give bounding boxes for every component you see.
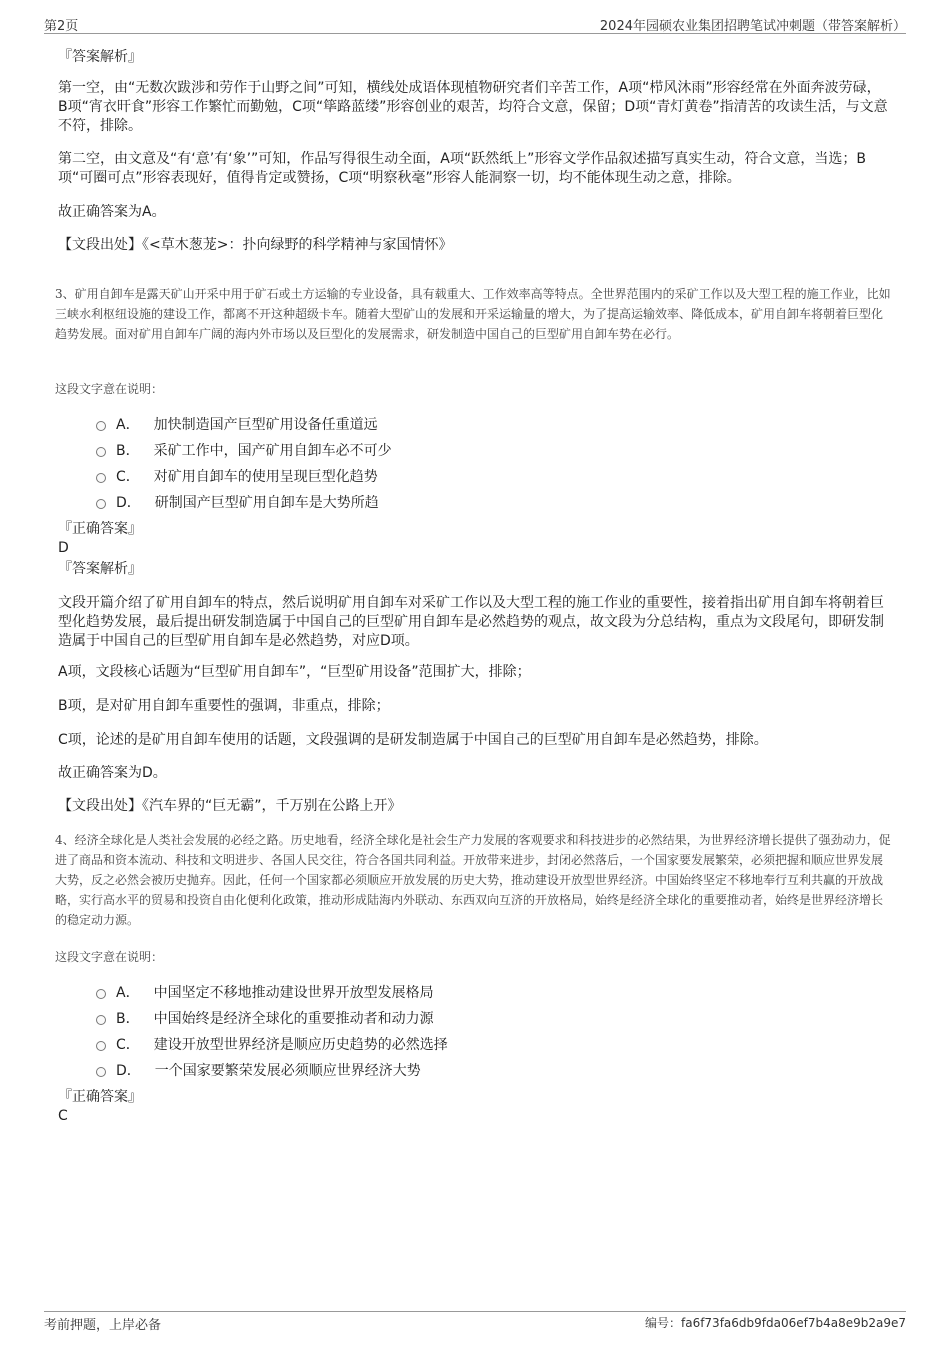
- option-letter: A．: [116, 985, 140, 1001]
- q4-answer-label: 『正确答案』: [58, 1089, 142, 1105]
- option-letter: C．: [116, 469, 140, 485]
- option-letter: D．: [116, 1063, 141, 1079]
- q3-option-b[interactable]: [96, 440, 392, 460]
- option-text: 中国坚定不移地推动建设世界开放型发展格局: [153, 985, 434, 1001]
- q2-analysis-label: 『答案解析』: [58, 49, 142, 65]
- q2-conclusion: 故正确答案为A。: [58, 204, 166, 220]
- q3-passage: 3、矿用自卸车是露天矿山开采中用于矿石或土方运输的专业设备，具有载重大、工作效率高等特点。全世界范围内的采矿工作以及大型工程的施工作业，比如三峡水利枢纽设施的建设工作，都离不开这种超级卡车。随着大型矿山的发展和开采运输量的增大，为了提高运输效率、降低成本，矿用自卸车将朝着巨型化趋势发展。面对矿用自卸车广阔的海内外市场以及巨型化的发展需求，研发制造中国自己的巨型矿用自卸车势在必行。: [55, 287, 891, 341]
- radio-icon[interactable]: [96, 499, 106, 509]
- option-text: 一个国家要繁荣发展必须顺应世界经济大势: [154, 1063, 421, 1079]
- radio-icon[interactable]: [96, 447, 106, 457]
- q3-analysis-a: A项，文段核心话题为“巨型矿用自卸车”，“巨型矿用设备”范围扩大，排除；: [58, 664, 531, 680]
- q4-option-a[interactable]: [96, 982, 434, 1002]
- q3-analysis-p1: 文段开篇介绍了矿用自卸车的特点，然后说明矿用自卸车对采矿工作以及大型工程的施工作业的重要性，接着指出矿用自卸车将朝着巨型化趋势发展，最后提出研发制造属于中国自己的巨型矿用自卸车是必然趋势的观点，故文段为分总结构，重点为文段尾句，即研发制造属于中国自己的巨型矿用自卸车是必然趋势，对应D项。: [58, 595, 884, 649]
- radio-icon[interactable]: [96, 473, 106, 483]
- footer-slogan: 考前押题，上岸必备: [44, 1318, 162, 1333]
- q3-analysis-label: 『答案解析』: [58, 561, 142, 577]
- q2-analysis-p1: 第一空，由“无数次跋涉和劳作于山野之间”可知，横线处成语体现植物研究者们辛苦工作，A项“栉风沐雨”形容经常在外面奔波劳碌，B项“宵衣旰食”形容工作繁忙而勤勉，C项“筚路蓝缕”形容创业的艰苦，均符合文意，保留；D项“青灯黄卷”指清苦的攻读生活，与文意不符，排除。: [58, 80, 888, 134]
- q3-answer: D: [58, 540, 69, 556]
- document-id: 编号：fa6f73fa6db9fda06ef7b4a8e9b2a9e7: [644, 1316, 906, 1330]
- q3-analysis-c: C项，论述的是矿用自卸车使用的话题，文段强调的是研发制造属于中国自己的巨型矿用自卸车是必然趋势，排除。: [58, 732, 768, 748]
- q2-analysis-p2: 第二空，由文意及“有‘意’有‘象’”可知，作品写得很生动全面，A项“跃然纸上”形容文学作品叙述描写真实生动，符合文意，当选；B项“可圈可点”形容表现好，值得肯定或赞扬，C项“明察秋毫”形容人能洞察一切，均不能体现生动之意，排除。: [58, 151, 866, 186]
- radio-icon[interactable]: [96, 1015, 106, 1025]
- q3-option-a[interactable]: [96, 414, 378, 434]
- option-text: 中国始终是经济全球化的重要推动者和动力源: [153, 1011, 434, 1027]
- q4-option-c[interactable]: [96, 1034, 448, 1054]
- option-letter: D．: [116, 495, 141, 511]
- q4-option-b[interactable]: [96, 1008, 434, 1028]
- radio-icon[interactable]: [96, 989, 106, 999]
- q3-source: 【文段出处】《汽车界的“巨无霸”，千万别在公路上开》: [58, 798, 402, 814]
- radio-icon[interactable]: [96, 421, 106, 431]
- q2-source: 【文段出处】《<草木葱茏>：扑向绿野的科学精神与家国情怀》: [58, 237, 453, 253]
- page-header: [44, 15, 906, 34]
- option-text: 建设开放型世界经济是顺应历史趋势的必然选择: [153, 1037, 448, 1053]
- option-letter: A．: [116, 417, 140, 433]
- q4-passage: 4、经济全球化是人类社会发展的必经之路。历史地看，经济全球化是社会生产力发展的客观要求和科技进步的必然结果，为世界经济增长提供了强劲动力，促进了商品和资本流动、科技和文明进步、各国人民交往，符合各国共同利益。开放带来进步，封闭必然落后，一个国家要发展繁荣，必须把握和顺应世界发展大势，反之必然会被历史抛弃。因此，任何一个国家都必须顺应开放发展的历史大势，推动建设开放型世界经济。中国始终坚定不移地奉行互利共赢的开放战略，实行高水平的贸易和投资自由化便利化政策，推动形成陆海内外联动、东西双向互济的开放格局，始终是经济全球化的重要推动者，始终是世界经济增长的稳定动力源。: [55, 833, 891, 927]
- option-text: 研制国产巨型矿用自卸车是大势所趋: [154, 495, 379, 511]
- q3-analysis-b: B项，是对矿用自卸车重要性的强调，非重点，排除；: [58, 698, 390, 714]
- option-letter: C．: [116, 1037, 140, 1053]
- document-title: 2024年园硕农业集团招聘笔试冲刺题（带答案解析）: [599, 19, 906, 34]
- page-number: 第2页: [44, 19, 79, 34]
- option-letter: B．: [116, 1011, 140, 1027]
- option-text: 加快制造国产巨型矿用设备任重道远: [153, 417, 378, 433]
- radio-icon[interactable]: [96, 1067, 106, 1077]
- option-text: 采矿工作中，国产矿用自卸车必不可少: [153, 443, 392, 459]
- option-letter: B．: [116, 443, 140, 459]
- q3-answer-label: 『正确答案』: [58, 521, 142, 537]
- q4-option-d[interactable]: [96, 1060, 421, 1080]
- q3-option-d[interactable]: [96, 492, 379, 512]
- q3-option-c[interactable]: [96, 466, 378, 486]
- option-text: 对矿用自卸车的使用呈现巨型化趋势: [153, 469, 378, 485]
- q4-answer: C: [58, 1108, 68, 1124]
- q3-prompt: 这段文字意在说明：: [55, 382, 164, 396]
- q3-conclusion: 故正确答案为D。: [58, 765, 167, 781]
- page-footer: [44, 1311, 906, 1332]
- q4-prompt: 这段文字意在说明：: [55, 950, 164, 964]
- radio-icon[interactable]: [96, 1041, 106, 1051]
